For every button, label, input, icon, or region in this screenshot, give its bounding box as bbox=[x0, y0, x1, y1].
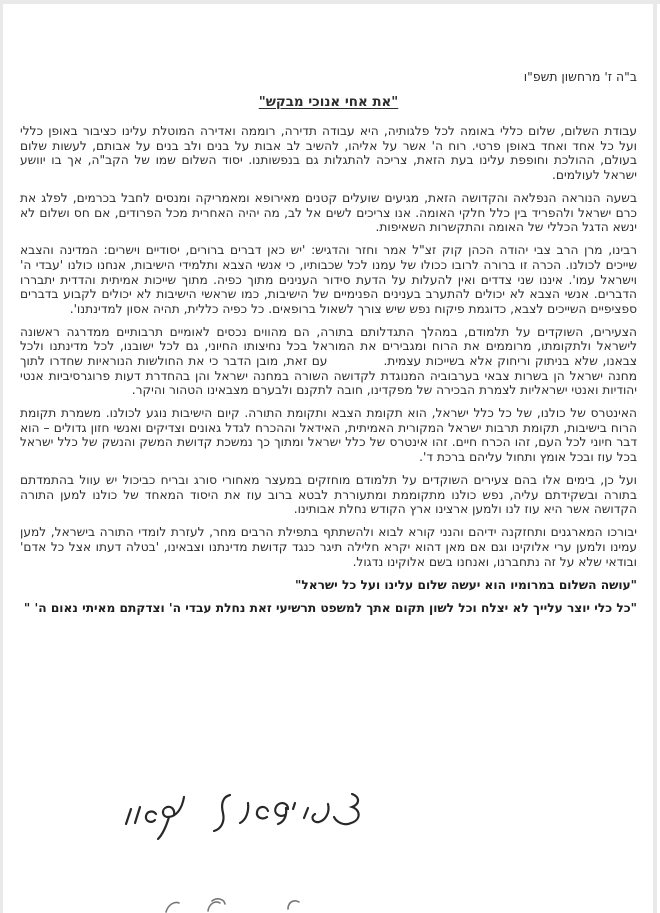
letter-body bbox=[20, 70, 637, 624]
closing-verse: "כל כלי יוצר עלייך לא יצלח וכל לשון תקום אתך למשפט תרשיעי זאת נחלת עבדי ה' וצדקתם מאיתי נאום ה' " bbox=[23, 600, 637, 615]
signature-strokes-icon bbox=[122, 789, 362, 847]
paragraph-common-interest: האינטרס של כולנו, של כל כלל ישראל, הוא תקומת הצבא ותקומת התורה. קיום הישיבות נוגע לכולנו. משמרת תקומת הרוח בישיבות, תקומת תרבות ישראל המקורית האמיתית, האידאל וההכרח לגדל גאונים וצדיקים ואנשי חזון גדולים – הוא דבר חיוני לכל העם, זהו הכרח חיים. זהו אינטרס של כלל ישראל ומתוך כך נמשכת קדושת המשק והנשק של כלל ישראל בכל עוז ובכל אומץ ותחול עליהם ברכת ד'. bbox=[20, 406, 637, 465]
page-border-left bbox=[0, 4, 3, 913]
paragraph-detained-students: ועל כן, בימים אלו בהם צעירים השוקדים על תלמודם מוחזקים במעצר מאחורי סורג ובריח כביכול יש עוול בהתמדתם בתורה ובשקידתם עליה, נפש כולנו מתקוממת ומתעוררת לבטא ברוב עוז את היסוד המאחד של כולנו למען התורה הקדושה אשר היא עוז לנו ולמען ארצינו ארץ הקודש נחלת אבותינו. bbox=[20, 473, 637, 517]
paragraph-young-scholars-part1: הצעירים, השוקדים על תלמודם, במהלך התגדלותם בתורה, הם מהווים נכסים לאומיים תרבותיים ממדרגה ראשונה לישראל ולתקומתו, מרוממים את הרוח ומגבירים את המוראל בכל נחיצותו החיוני, גם לכל ישובנו, לכל מדינתנו ולכל צבאנו, שלא בניתוק וריחוק אלא בשייכות עצמית. bbox=[20, 324, 637, 368]
partial-signature-bottom bbox=[148, 897, 338, 913]
paragraph-young-scholars bbox=[20, 325, 637, 398]
page-border-right bbox=[653, 4, 657, 913]
closing-blessing: "עושה השלום במרומיו הוא יעשה שלום עלינו ועל כל ישראל" bbox=[294, 577, 637, 592]
paragraph-call-to-prayer: יבורכו המארגנים ותחזקנה ידיהם והנני קורא לבוא ולהשתתף בתפילת הרבים מחר, לעזרת לומדי התורה בישראל, למען עמינו ולמען ערי אלוקינו וגם אם מאן דהוא יקרא חלילה תיגר כנגד קדושת מדינתנו וצבאינו, 'בטלה דעתו אצל כל אדם' ובודאי שלא על זה נתחברנו, ואנחנו בשם אלוקינו נדגול. bbox=[20, 525, 637, 569]
paragraph-young-scholars-part2: עם זאת, מובן הדבר כי את החולשות הנוראיות שחדרו לתוך מחנה ישראל הן בשרות צבאי בערבוביה המנוגדת לקדושה השורה במחנה ישראל והן בהחדרת דעות פרוגרסיביות אנטי יהודיות ואנטי ישראליות לצמרת הבכירה של מפקדינו, חובה לתקנם ולבערם מצבאינו הטהור והיקר. bbox=[20, 354, 637, 398]
paragraph-peace-work: עבודת השלום, שלום כללי באומה לכל פלגותיה, היא עבודה תדירה, רוממה ואדירה המוטלת עלינו כציבור באופן כללי ועל כל אחד ואחד באופן פרטי. רוח ה' אשר על אליהו, להשיב לב אבות על בנים ולב בנים על אבותם, לעשות שלום בעולם, ההולכת וחופפת עלינו בעת הזאת, צריכה להתגלות גם בנפשותנו. יסוד השלום שמו של הקב"ה, אך בו יוושע ישראל לעולמים. bbox=[20, 124, 637, 182]
paragraph-little-foxes: בשעה הנוראה הנפלאה והקדושה הזאת, מגיעים שועלים קטנים מאירופא ומאמריקה ומנסים לחבל בכרמים, לפלג את כרם ישראל ולהפריד בין כלל חלקי האומה. אנו צריכים לשים אל לב, מה יהיה האחרית מכל הפרודים, אם חס ושלום לא ינשא הדגל הכללי של האומה והתקשרות השאיפות. bbox=[20, 191, 637, 235]
date-line: ב"ה ז' מרחשון תשפ"ו bbox=[523, 69, 637, 84]
page-border-top bbox=[0, 0, 660, 4]
partial-signature-strokes-icon bbox=[148, 897, 338, 913]
letter-title: "את אחי אנוכי מבקש" bbox=[258, 94, 399, 110]
paragraph-rav-tzvi-yehuda-quote: רבינו, מרן הרב צבי יהודה הכהן קוק זצ"ל אמר וחזר והדגיש: 'יש כאן דברים ברורים, יסודיים וישרים: המדינה והצבא שייכים לכולנו. הכרה זו ברורה לרובו ככולו של עמנו לכל שכבותיו, כי אנשי הצבא ותלמידי הישיבות, אנחנו כולנו 'עבדי ה' וישראל עמו'. איננו שני צדדים ואין להעלות על הדעת סידור הענינים מתוך כפיה. מתוך שייכות אמיתית והדדית יתבררו הדברים. אנשי הצבא לא יכולים להתערב בענינים הפנימיים של הישיבות, כמו שראשי הישיבות לא יכולים לקבוע בדברים ספציפיים השייכים לצבא, כדוגמת פיקוח נפש שיש צורך לשאול ברופאים. כל כפיה כללית, תהיה אסון למדינתנו'. bbox=[20, 243, 637, 316]
handwritten-signature bbox=[122, 789, 362, 847]
